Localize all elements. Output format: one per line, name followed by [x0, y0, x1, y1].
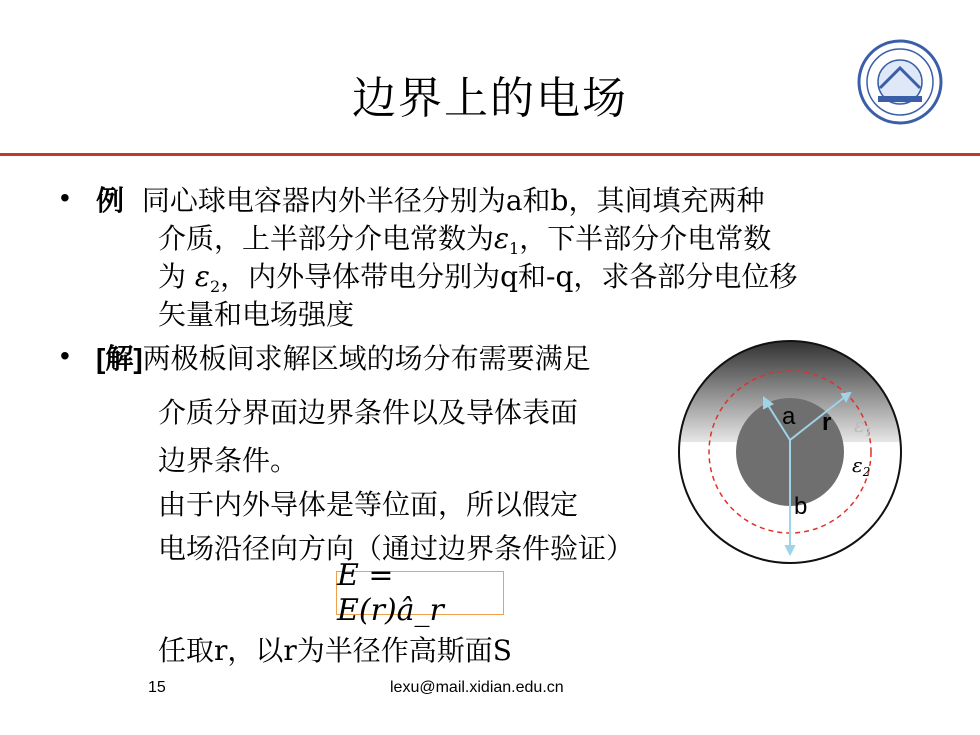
epsilon-2-symbol: $\varepsilon_2$ [194, 260, 221, 296]
example-text-3a: 为 [158, 260, 195, 293]
page-number: 15 [148, 679, 166, 696]
label-eps1: $\varepsilon_1$ [854, 413, 873, 439]
example-text-1: 同心球电容器内外半径分别为a和b，其间填充两种 [141, 184, 765, 217]
solution-text-1: 两极板间求解区域的场分布需要满足 [142, 342, 591, 375]
label-a: a [782, 403, 796, 430]
example-line-1 [96, 182, 764, 220]
example-line-4: 矢量和电场强度 [158, 298, 355, 331]
solution-line-2: 介质分界面边界条件以及导体表面 [158, 396, 579, 429]
footer-email: lexu@mail.xidian.edu.cn [390, 679, 564, 696]
field-equation: E = E(r)â_r [336, 571, 504, 615]
epsilon-1-symbol: $\varepsilon_1$ [494, 222, 520, 258]
solution-line-3: 边界条件。 [158, 444, 299, 477]
label-r: r [822, 409, 832, 436]
bullet-point: • [60, 340, 70, 371]
example-text-2b: ，下半部分介电常数 [519, 222, 772, 255]
solution-line-5: 电场沿径向方向（通过边界条件验证） [158, 532, 635, 565]
example-text-3b: ，内外导体带电分别为q和-q，求各部分电位移 [220, 260, 798, 293]
example-text-2a: 介质，上半部分介电常数为 [158, 222, 495, 255]
solution-line-1 [96, 340, 591, 378]
solution-line-6: 任取r，以r为半径作高斯面S [158, 634, 512, 667]
university-seal-icon [856, 38, 944, 126]
bullet-point: • [60, 182, 70, 213]
label-eps2: $\varepsilon_2$ [852, 453, 871, 479]
solution-line-4: 由于内外导体是等位面，所以假定 [158, 488, 579, 521]
example-label: 例 [96, 184, 125, 217]
solution-label: [解] [96, 343, 143, 374]
title-divider [0, 153, 980, 156]
slide-title: 边界上的电场 [352, 73, 628, 124]
capacitor-diagram [676, 338, 904, 566]
label-b: b [794, 493, 808, 520]
